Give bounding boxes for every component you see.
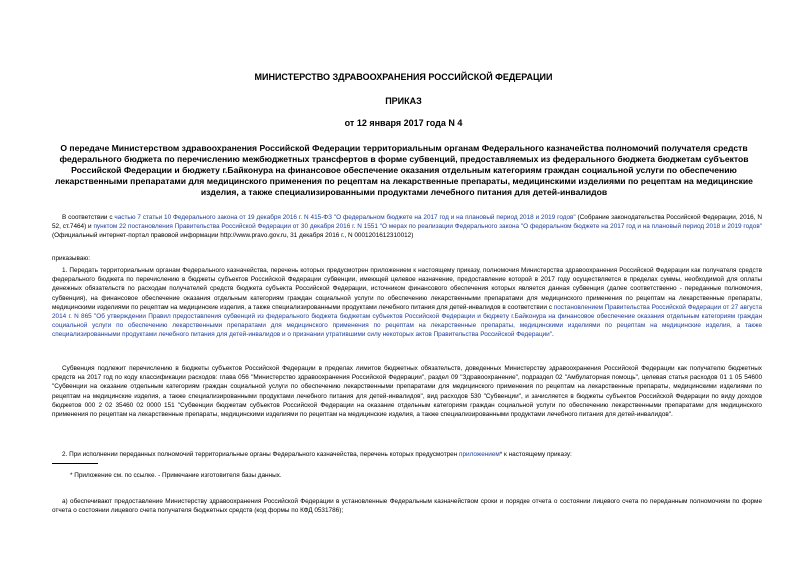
paragraph-subvention: Субвенция подлежит перечислению в бюджеты субъектов Российской Федерации в пределах лимитов бюджетных обязательств, доведенных Министерству здравоохранения Российской Федерации как получателю бюджетных средств на 2017 год по коду классификации расходов: глава 056 "Министерство здравоохранения Российской Федерации", раздел 09 "Здравоохранение", подраздел 02 "Амбулаторная помощь", целевая статья расходов 01 1 05 54600 "Субвенции на оказание отдельным категориям граждан социальной услуги по обеспечению лекарственными препаратами для медицинского применения по рецептам на лекарственные препараты, медицинскими изделиями по рецептам на медицинские изделия, а также специализированными продуктами лечебного питания для детей-инвалидов", вид расходов 530 "Субвенции", и зачисляется в бюджеты субъектов Российской Федерации по виду доходов бюджетов 000 2 02 35460 02 0000 151 "Субвенции бюджетам субъектов Российской Федерации на оказание отдельным категориям граждан социальной услуги по обеспечению лекарственными препаратами для медицинского применения по рецептам на лекарственные препараты, медицинскими изделиями по рецептам на медицинские изделия, а также специализированными продуктами лечебного питания для детей-инвалидов". [52,365,762,419]
resolution-link[interactable]: пунктом 22 постановления Правительства Российской Федерации от 30 декабря 2016 г. N 1551 "О мерах по реализации Федерального закона "О федеральном бюджете на 2017 год и на плановый период 2018 и 2019 годов" [93,223,762,231]
basis-text-b: (Собрание законодательства Российской Федерации, 2016, N 52, ст.7464) и [52,214,762,231]
law-link[interactable]: частью 7 статьи 10 Федерального закона от 19 декабря 2016 г. N 415-ФЗ "О федеральном бюджете на 2017 год и на плановый период 2018 и 2019 годов" [114,214,576,221]
ministry-heading: МИНИСТЕРСТВО ЗДРАВООХРАНЕНИЯ РОССИЙСКОЙ ФЕДЕРАЦИИ [254,72,553,82]
footnote-divider [52,463,98,464]
footnote: * Приложение см. по ссылке. - Примечание изготовителя базы данных. [70,472,282,479]
paragraph-item-1 [52,266,762,340]
paragraph-item-2 [52,450,762,459]
item-2-text: 2. При исполнении переданных полномочий территориальные органы Федерального казначейства, перечень которых предусмотрен [62,451,460,458]
paragraph-order-word: приказываю: [52,255,90,262]
order-date: от 12 января 2017 года N 4 [344,118,463,128]
document-title: О передаче Министерством здравоохранения Российской Федерации территориальным органам Федерального казначейства полномочий получателя средств федерального бюджета по перечислению межбюджетных трансфертов в форме субвенций, предоставляемых из федерального бюджета бюджетам субъектов Российской Федерации и бюджету г.Байконура на финансовое обеспечение оказания отдельным категориям граждан социальной услуги по обеспечению лекарственными препаратами для медицинского применения по рецептам на лекарственные препараты, медицинскими изделиями по рецептам на медицинские изделия, а также специализированными продуктами лечебного питания для детей-инвалидов [55,143,753,197]
paragraph-basis [52,213,762,241]
rules-resolution-link[interactable]: постановлением Правительства Российской Федерации от 27 августа 2014 г. N 865 "Об утверждении Правил предоставления субвенций из федерального бюджета бюджетам субъектов Российской Федерации и бюджету г.Байконура на финансовое обеспечение оказания отдельным категориям граждан социальной услуги по обеспечению лекарственными препаратами для медицинского применения по рецептам на лекарственные препараты, медицинскими изделиями по рецептам на медицинские изделия, а также специализированными продуктами лечебного питания для детей-инвалидов и о признании утратившими силу некоторых актов Правительства Российской Федерации" [52,303,763,339]
paragraph-item-2a: а) обеспечивают предоставление Министерству здравоохранения Российской Федерации в установленные Федеральным казначейством сроки и порядке отчета о состоянии лицевого счета по переданным полномочиям по форме отчета о состоянии лицевого счета получателя бюджетных средств (код формы по КФД 0531786); [52,498,762,515]
basis-text-a: В соответствии с [62,214,115,221]
item-1-end: . [552,331,554,339]
basis-text-c: (Официальный интернет-портал правовой информации http://www.pravo.gov.ru, 31 декабря 2016 г., N 0001201612310012) [52,232,414,240]
appendix-link[interactable]: приложением [459,451,500,458]
item-2-end: * к настоящему приказу: [499,451,572,458]
item-1-text: 1. Передать территориальным органам Федерального казначейства, перечень которых предусмотрен приложением к настоящему приказу, полномочия Министерства здравоохранения Российской Федерации как получателя средств федерального бюджета по перечислению в бюджеты субъектов Российской Федерации субвенции, имеющей целевое назначение, предоставление которой в 2017 году осуществляется в пределах суммы, необходимой для оплаты денежных обязательств по расходам получателей средств бюджета субъекта Российской Федерации, источником финансового обеспечения которых является данная субвенция (далее соответственно - переданные полномочия, субвенция), на финансовое обеспечение оказания отдельным категориям граждан социальной услуги по обеспечению лекарственными препаратами для медицинского применения по рецептам на лекарственные препараты, медицинскими изделиями по рецептам на медицинские изделия, а также специализированными продуктами лечебного питания для детей-инвалидов в соответствии с [52,267,762,311]
order-heading: ПРИКАЗ [385,96,422,106]
